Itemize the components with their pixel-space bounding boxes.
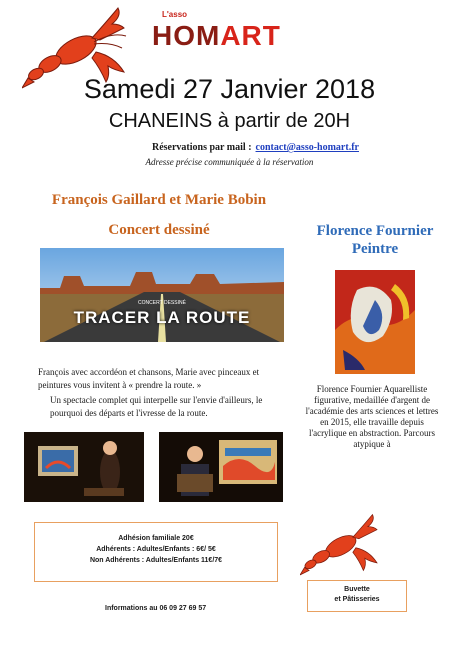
homart-logo [148, 10, 308, 58]
banner-subtitle: CONCERT DESSINÉ [138, 300, 186, 306]
concert-banner-image [40, 248, 284, 342]
painter-name-line2: Peintre [351, 241, 399, 257]
reservation-email-link[interactable]: contact@asso-homart.fr [255, 142, 359, 153]
painter-name [300, 222, 450, 258]
painter-name-line1: Florence Fournier [316, 223, 434, 239]
price-members: Adhérents : Adultes/Enfants : 6€/ 5€ [96, 546, 216, 553]
price-family: Adhésion familiale 20€ [118, 535, 194, 542]
reservation-line [152, 142, 359, 153]
buvette-label: Buvette [344, 586, 370, 593]
concert-photo-right [159, 432, 283, 502]
logo-wordmark: HOMART [152, 20, 281, 51]
event-date: Samedi 27 Janvier 2018 [83, 74, 376, 104]
buvette-box [307, 580, 407, 612]
price-non-members: Non Adhérents : Adultes/Enfants 11€/7€ [89, 557, 223, 564]
concert-description: François avec accordéon et chansons, Marie avec pinceaux et peintures vous invitent à « prendre la route. » [38, 367, 260, 390]
reservation-label: Réservations par mail : [152, 142, 252, 153]
price-box [34, 522, 278, 582]
concert-description-2: Un spectacle complet qui interpelle sur l'envie d'ailleurs, le pourquoi des départs et l'ivresse de la route. [50, 395, 263, 418]
event-place: CHANEINS à partir de 20H [108, 110, 351, 132]
logo-prefix: L'asso [162, 10, 188, 19]
patisseries-label: et Pâtisseries [334, 596, 380, 603]
lobster-illustration-small [300, 510, 380, 578]
painting-image [335, 270, 415, 374]
painter-bio: Florence Fournier Aquarelliste figurative, medaillée d'argent de l'académie des arts sciences et lettres en 2015, elle travaille depuis l'acrylique en abstraction. Parcours atypique à [305, 384, 439, 449]
info-phone: Informations au 06 09 27 69 57 [105, 605, 207, 612]
concert-artists: François Gaillard et Marie Bobin [51, 192, 267, 208]
banner-title: TRACER LA ROUTE [73, 308, 251, 327]
reservation-note: Adresse précise communiquée à la réservation [145, 157, 314, 167]
concert-title: Concert dessiné [108, 222, 210, 238]
concert-photo-left [24, 432, 144, 502]
